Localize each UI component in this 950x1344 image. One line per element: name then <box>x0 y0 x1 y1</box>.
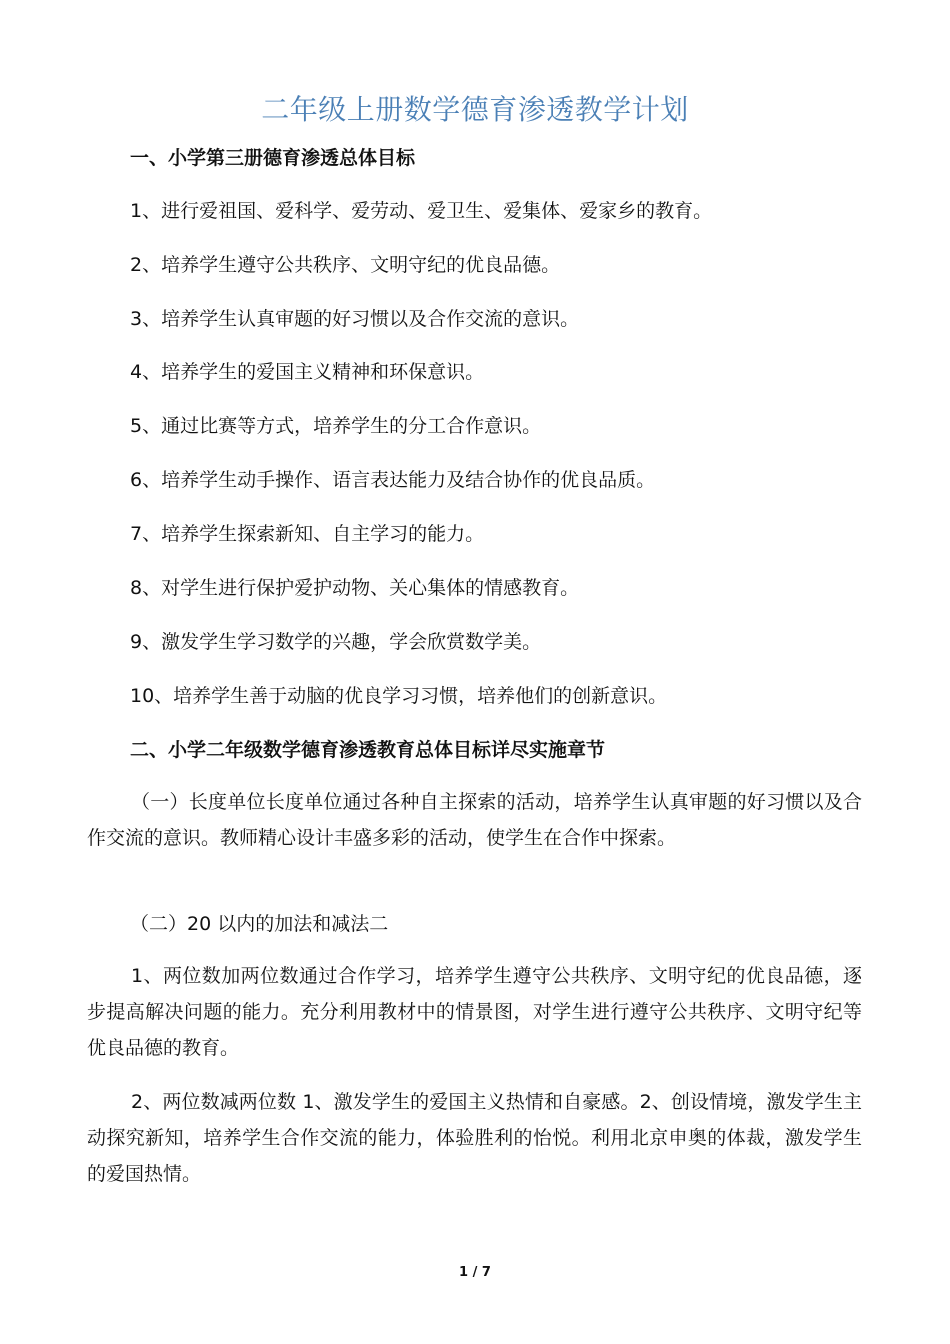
section-heading-2: 二、小学二年级数学德育渗透教育总体目标详尽实施章节 <box>130 739 606 761</box>
list-item: 5、通过比赛等方式，培养学生的分工合作意识。 <box>130 415 542 437</box>
list-item: 9、激发学生学习数学的兴趣，学会欣赏数学美。 <box>130 631 542 653</box>
list-item: 6、培养学生动手操作、语言表达能力及结合协作的优良品质。 <box>130 469 656 491</box>
document-title: 二年级上册数学德育渗透教学计划 <box>261 93 689 126</box>
page-number: 1 / 7 <box>459 1265 491 1280</box>
list-item: 7、培养学生探索新知、自主学习的能力。 <box>130 523 485 545</box>
list-item: 2、培养学生遵守公共秩序、文明守纪的优良品德。 <box>130 254 561 276</box>
section-heading-1: 一、小学第三册德育渗透总体目标 <box>130 147 416 169</box>
paragraph-sub2-item1: 1、两位数加两位数通过合作学习，培养学生遵守公共秩序、文明守纪的优良品德，逐步提高解决问题的能力。充分利用教材中的情景图，对学生进行遵守公共秩序、文明守纪等优良品德的教育。 <box>87 965 862 1059</box>
list-item: 1、进行爱祖国、爱科学、爱劳动、爱卫生、爱集体、爱家乡的教育。 <box>130 200 713 222</box>
paragraph-sub2-item2: 2、两位数减两位数 1、激发学生的爱国主义热情和自豪感。2、创设情境，激发学生主动探究新知，培养学生合作交流的能力，体验胜利的怡悦。利用北京申奥的体裁，激发学生的爱国热情。 <box>87 1091 862 1185</box>
list-item: 3、培养学生认真审题的好习惯以及合作交流的意识。 <box>130 308 580 330</box>
list-item: 10、培养学生善于动脑的优良学习习惯，培养他们的创新意识。 <box>130 685 668 707</box>
paragraph-sub2-heading: （二）20 以内的加法和减法二 <box>130 913 389 935</box>
list-item: 8、对学生进行保护爱护动物、关心集体的情感教育。 <box>130 577 580 599</box>
list-item: 4、培养学生的爱国主义精神和环保意识。 <box>130 361 485 383</box>
paragraph-sub1: （一）长度单位长度单位通过各种自主探索的活动，培养学生认真审题的好习惯以及合作交流的意识。教师精心设计丰盛多彩的活动，使学生在合作中探索。 <box>87 791 862 849</box>
